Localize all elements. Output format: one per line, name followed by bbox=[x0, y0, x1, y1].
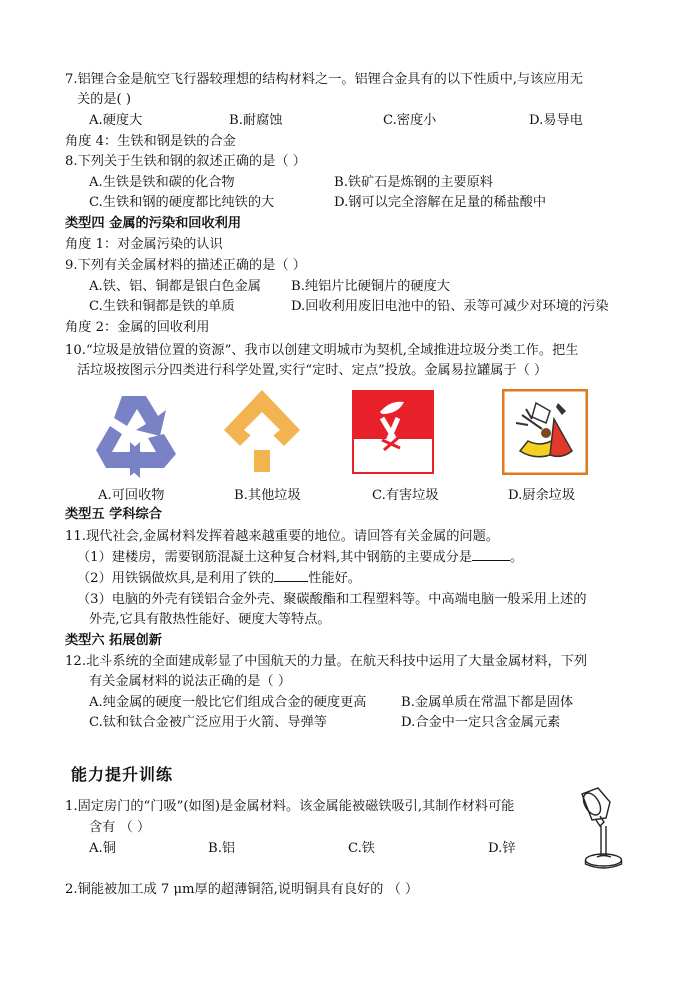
q7-stem-line2: 关的是( ) bbox=[77, 92, 132, 107]
q12-option-a: A.纯金属的硬度一般比它们组成合金的硬度更高 bbox=[89, 695, 367, 710]
q10-stem-line2: 活垃圾按图示分四类进行科学处置,实行“定时、定点”投放。金属易拉罐属于（ ） bbox=[77, 363, 548, 378]
q11-sub1 bbox=[77, 548, 523, 568]
other-waste-icon bbox=[220, 388, 304, 476]
q11-sub1-blank[interactable] bbox=[472, 548, 510, 561]
q11-sub2 bbox=[77, 569, 361, 589]
option-d-kitchen-caption: D.厨余垃圾 bbox=[508, 488, 576, 503]
option-a-recyclable-caption: A.可回收物 bbox=[98, 488, 165, 503]
q9-option-c: C.生铁和铜都是铁的单质 bbox=[89, 299, 235, 314]
q10-stem-line1: 10.“垃圾是放错位置的资源”、我市以创建文明城市为契机,全域推进垃圾分类工作。把生 bbox=[65, 343, 579, 358]
q11-sub2-text: （2）用铁锅做炊具,是利用了铁的 bbox=[77, 571, 275, 586]
ability-training-heading: 能力提升训练 bbox=[71, 765, 174, 784]
p1-option-d: D.锌 bbox=[488, 841, 516, 856]
q7-option-a: A.硬度大 bbox=[89, 113, 143, 128]
q7-option-b: B.耐腐蚀 bbox=[229, 113, 283, 128]
angle-2-heading: 角度 2：金属的回收利用 bbox=[65, 320, 210, 335]
q11-sub3-line1: （3）电脑的外壳有镁铝合金外壳、聚碳酸酯和工程塑料等。中高端电脑一般采用上述的 bbox=[77, 592, 587, 607]
type-5-heading: 类型五 学科综合 bbox=[65, 507, 162, 522]
p1-option-c: C.铁 bbox=[348, 841, 375, 856]
q8-option-b: B.铁矿石是炼钢的主要原料 bbox=[334, 175, 493, 190]
q11-sub3-line2: 外壳,它具有散热性能好、硬度大等特点。 bbox=[89, 612, 331, 627]
door-stopper-icon bbox=[570, 786, 630, 872]
q9-option-b: B.纯铝片比硬铜片的硬度大 bbox=[291, 279, 450, 294]
q11-sub1-end: 。 bbox=[510, 550, 524, 565]
q9-stem: 9.下列有关金属材料的描述正确的是（ ） bbox=[65, 258, 306, 273]
q11-stem: 11.现代社会,金属材料发挥着越来越重要的地位。请回答有关金属的问题。 bbox=[65, 529, 499, 544]
option-b-other-caption: B.其他垃圾 bbox=[234, 488, 301, 503]
q8-stem: 8.下列关于生铁和钢的叙述正确的是（ ） bbox=[65, 154, 306, 169]
p1-stem-line2: 含有 （ ） bbox=[89, 820, 151, 835]
type-4-heading: 类型四 金属的污染和回收利用 bbox=[65, 216, 242, 231]
q11-sub1-text: （1）建楼房，需要钢筋混凝土这种复合材料,其中钢筋的主要成分是 bbox=[77, 550, 473, 565]
q11-sub2-end: 性能好。 bbox=[308, 571, 361, 586]
q9-option-a: A.铁、铝、铜都是银白色金属 bbox=[89, 279, 261, 294]
q11-sub2-blank[interactable] bbox=[274, 569, 308, 582]
q8-option-a: A.生铁是铁和碳的化合物 bbox=[89, 175, 235, 190]
angle-4-heading: 角度 4：生铁和钢是铁的合金 bbox=[65, 134, 236, 149]
q9-option-d: D.回收利用废旧电池中的铅、汞等可减少对环境的污染 bbox=[291, 299, 609, 314]
q7-option-d: D.易导电 bbox=[529, 113, 583, 128]
type-6-heading: 类型六 拓展创新 bbox=[65, 633, 162, 648]
q12-stem-line2: 有关金属材料的说法正确的是（ ） bbox=[89, 674, 292, 689]
angle-1-heading: 角度 1：对金属污染的认识 bbox=[65, 237, 223, 252]
p2-stem: 2.铜能被加工成 7 μm厚的超薄铜箔,说明铜具有良好的 （ ） bbox=[65, 882, 419, 897]
p1-option-a: A.铜 bbox=[89, 841, 116, 856]
q12-stem-line1: 12.北斗系统的全面建成彰显了中国航天的力量。在航天科技中运用了大量金属材料，下列 bbox=[65, 654, 588, 669]
p1-stem-line1: 1.固定房门的“门吸”(如图)是金属材料。该金属能被磁铁吸引,其制作材料可能 bbox=[65, 799, 515, 814]
kitchen-waste-icon bbox=[502, 389, 588, 475]
q8-option-d: D.钢可以完全溶解在足量的稀盐酸中 bbox=[334, 195, 547, 210]
q7-stem-line1: 7.铝锂合金是航空飞行器较理想的结构材料之一。铝锂合金具有的以下性质中,与该应用无 bbox=[65, 72, 583, 87]
recyclable-icon bbox=[94, 390, 178, 478]
q12-option-d: D.合金中一定只含金属元素 bbox=[401, 715, 561, 730]
q12-option-c: C.钛和钛合金被广泛应用于火箭、导弹等 bbox=[89, 715, 327, 730]
q8-option-c: C.生铁和钢的硬度都比纯铁的大 bbox=[89, 195, 275, 210]
option-c-hazardous-caption: C.有害垃圾 bbox=[372, 488, 439, 503]
hazardous-waste-icon bbox=[352, 390, 434, 474]
q7-option-c: C.密度小 bbox=[383, 113, 437, 128]
q12-option-b: B.金属单质在常温下都是固体 bbox=[401, 695, 574, 710]
p1-option-b: B.铝 bbox=[208, 841, 236, 856]
